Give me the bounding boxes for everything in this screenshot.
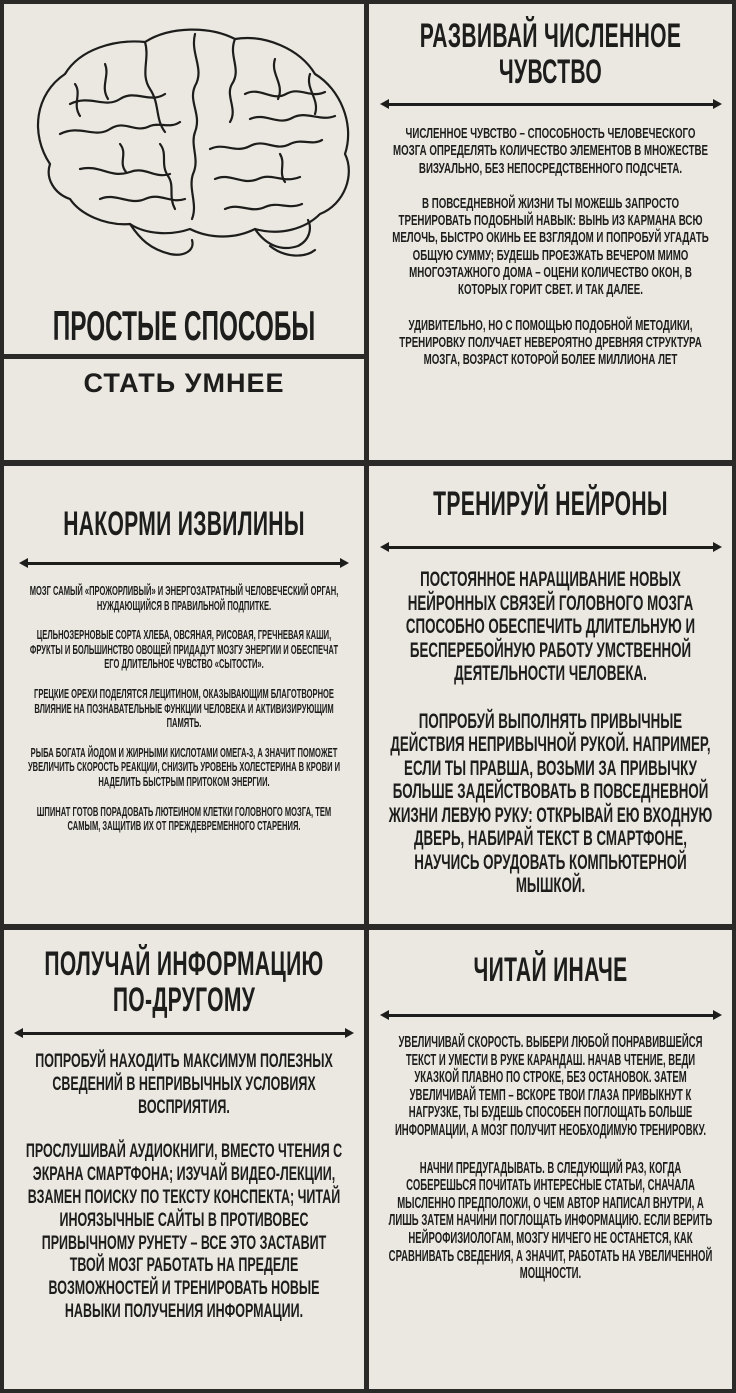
double-arrow-divider bbox=[380, 99, 722, 109]
section-title: ПОЛУЧАЙ ИНФОРМАЦИЮ ПО-ДРУГОМУ bbox=[44, 945, 324, 1019]
double-arrow-divider bbox=[380, 1010, 722, 1020]
section-information bbox=[4, 930, 364, 1389]
section-title: ЧИТАЙ ИНАЧЕ bbox=[473, 951, 628, 989]
double-arrow-divider bbox=[19, 558, 349, 568]
double-arrow-divider bbox=[380, 542, 722, 552]
section-body: МОЗГ САМЫЙ «ПРОЖОРЛИВЫЙ» И ЭНЕРГОЗАТРАТНЫЙ ЧЕЛОВЕЧЕСКИЙ ОРГАН, НУЖДАЮЩИЙСЯ В ПРАВИЛЬНОЙ ПОДПИТКЕ. ЦЕЛЬНОЗЕРНОВЫЕ СОРТА ХЛЕБА, ОВСЯНАЯ, РИСОВАЯ, ГРЕЧНЕВАЯ КАШИ, ФРУКТЫ И БОЛЬШИНСТВО ОВОЩЕЙ ПРИДАДУТ МОЗГУ ЭНЕРГИИ И ОБЕСПЕЧАТ ЕГО ДЛИТЕЛЬНОЕ ЧУВСТВО «СЫТОСТИ». ГРЕЦКИЕ ОРЕХИ ПОДЕЛЯТСЯ ЛЕЦИТИНОМ, ОКАЗЫВАЮЩИМ БЛАГОТВОРНОЕ ВЛИЯНИЕ НА ПОЗНАВАТЕЛЬНЫЕ ФУНКЦИИ ЧЕЛОВЕКА И АКТИВИЗИРУЮЩИМ ПАМЯТЬ. РЫБА БОГАТА ЙОДОМ И ЖИРНЫМИ КИСЛОТАМИ ОМЕГА-3, А ЗНАЧИТ ПОМОЖЕТ УВЕЛИЧИТЬ СКОРОСТЬ РЕАКЦИИ, СНИЗИТЬ УРОВЕНЬ ХОЛЕСТЕРИНА В КРОВИ И НАДЕЛИТЬ БЫСТРЫМ ПРИТОКОМ ЭНЕРГИИ. ШПИНАТ ГОТОВ ПОРАДОВАТЬ ЛЮТЕИНОМ КЛЕТКИ ГОЛОВНОГО МОЗГА, ТЕМ САМЫМ, ЗАЩИТИВ ИХ ОТ ПРЕЖДЕВРЕМЕННОГО СТАРЕНИЯ. bbox=[27, 584, 341, 834]
section-numeric-sense bbox=[369, 4, 732, 460]
intro-subtitle: СТАТЬ УМНЕЕ bbox=[83, 368, 285, 398]
section-title: ТРЕНИРУЙ НЕЙРОНЫ bbox=[433, 485, 668, 523]
intro-divider bbox=[4, 354, 364, 359]
brain-illustration bbox=[10, 14, 358, 264]
section-title: НАКОРМИ ИЗВИЛИНЫ bbox=[63, 505, 305, 543]
section-body: ПОСТОЯННОЕ НАРАЩИВАНИЕ НОВЫХ НЕЙРОННЫХ СВЯЗЕЙ ГОЛОВНОГО МОЗГА СПОСОБНО ОБЕСПЕЧИТЬ ДЛИТЕЛЬНУЮ И БЕСПЕРЕБОЙНУЮ РАБОТУ УМСТВЕННОЙ ДЕЯТЕЛЬНОСТИ ЧЕЛОВЕКА. ПОПРОБУЙ ВЫПОЛНЯТЬ ПРИВЫЧНЫЕ ДЕЙСТВИЯ НЕПРИВЫЧНОЙ РУКОЙ. НАПРИМЕР, ЕСЛИ ТЫ ПРАВША, ВОЗЬМИ ЗА ПРИВЫЧКУ БОЛЬШЕ ЗАДЕЙСТВОВАТЬ В ПОВСЕДНЕВНОЙ ЖИЗНИ ЛЕВУЮ РУКУ: ОТКРЫВАЙ ЕЮ ВХОДНУЮ ДВЕРЬ, НАБИРАЙ ТЕКСТ В СМАРТФОНЕ, НАУЧИСЬ ОРУДОВАТЬ КОМПЬЮТЕРНОЙ МЫШКОЙ. bbox=[388, 567, 713, 897]
section-read-differently bbox=[369, 930, 732, 1389]
intro-panel bbox=[4, 4, 364, 460]
section-train-neurons bbox=[369, 466, 732, 924]
double-arrow-divider bbox=[14, 1028, 354, 1038]
section-feed-brain bbox=[4, 466, 364, 924]
section-body: УВЕЛИЧИВАЙ СКОРОСТЬ. ВЫБЕРИ ЛЮБОЙ ПОНРАВИВШЕЙСЯ ТЕКСТ И УМЕСТИ В РУКЕ КАРАНДАШ. НАЧАВ ЧТЕНИЕ, ВЕДИ УКАЗКОЙ ПЛАВНО ПО СТРОКЕ, БЕЗ ОСТАНОВОК. ЗАТЕМ УВЕЛИЧИВАЙ ТЕМП – ВСКОРЕ ТВОИ ГЛАЗА ПРИВЫКНУТ К НАГРУЗКЕ, ТЫ БУДЕШЬ СПОСОБЕН ПОГЛОЩАТЬ БОЛЬШЕ ИНФОРМАЦИИ, А МОЗГ ПОЛУЧИТ НЕОБХОДИМУЮ ТРЕНИРОВКУ. НАЧНИ ПРЕДУГАДЫВАТЬ. В СЛЕДУЮЩИЙ РАЗ, КОГДА СОБЕРЕШЬСЯ ПОЧИТАТЬ ИНТЕРЕСНЫЕ СТАТЬИ, СНАЧАЛА МЫСЛЕННО ПРЕДПОЛОЖИ, О ЧЕМ АВТОР НАПИСАЛ ВНУТРИ, А ЛИШЬ ЗАТЕМ НАЧИНИ ПОГЛОЩАТЬ ИНФОРМАЦИЮ. ЕСЛИ ВЕРИТЬ НЕЙРОФИЗИОЛОГАМ, МОЗГУ НИЧЕГО НЕ ОСТАНЕТСЯ, КАК СРАВНИВАТЬ СВЕДЕНИЯ, А ЗНАЧИТ, РАБОТАТЬ НА УВЕЛИЧЕННОЙ МОЩНОСТИ. bbox=[388, 1034, 713, 1283]
section-body: ЧИСЛЕННОЕ ЧУВСТВО – СПОСОБНОСТЬ ЧЕЛОВЕЧЕСКОГО МОЗГА ОПРЕДЕЛЯТЬ КОЛИЧЕСТВО ЭЛЕМЕНТОВ В МНОЖЕСТВЕ ВИЗУАЛЬНО, БЕЗ НЕПОСРЕДСТВЕННОГО ПОДСЧЕТА. В ПОВСЕДНЕВНОЙ ЖИЗНИ ТЫ МОЖЕШЬ ЗАПРОСТО ТРЕНИРОВАТЬ ПОДОБНЫЙ НАВЫК: ВЫНЬ ИЗ КАРМАНА ВСЮ МЕЛОЧЬ, БЫСТРО ОКИНЬ ЕЕ ВЗГЛЯДОМ И ПОПРОБУЙ УГАДАТЬ ОБЩУЮ СУММУ; БУДЕШЬ ПРОЕЗЖАТЬ ВЕЧЕРОМ МИМО МНОГОЭТАЖНОГО ДОМА – ОЦЕНИ КОЛИЧЕСТВО ОКОН, В КОТОРЫХ ГОРИТ СВЕТ. И ТАК ДАЛЕЕ. УДИВИТЕЛЬНО, НО С ПОМОЩЬЮ ПОДОБНОЙ МЕТОДИКИ, ТРЕНИРОВКУ ПОЛУЧАЕТ НЕВЕРОЯТНО ДРЕВНЯЯ СТРУКТУРА МОЗГА, ВОЗРАСТ КОТОРОЙ БОЛЕЕ МИЛЛИОНА ЛЕТ bbox=[392, 125, 709, 369]
section-title: РАЗВИВАЙ ЧИСЛЕННОЕ ЧУВСТВО bbox=[419, 17, 682, 91]
intro-title: ПРОСТЫЕ СПОСОБЫ bbox=[52, 302, 316, 349]
section-body: ПОПРОБУЙ НАХОДИТЬ МАКСИМУМ ПОЛЕЗНЫХ СВЕДЕНИЙ В НЕПРИВЫЧНЫХ УСЛОВИЯХ ВОСПРИЯТИЯ. ПРОСЛУШИВАЙ АУДИОКНИГИ, ВМЕСТО ЧТЕНИЯ С ЭКРАНА СМАРТФОНА; ИЗУЧАЙ ВИДЕО-ЛЕКЦИИ, ВЗАМЕН ПОИСКУ ПО ТЕКСТУ КОНСПЕКТА; ЧИТАЙ ИНОЯЗЫЧНЫЕ САЙТЫ В ПРОТИВОВЕС ПРИВЫЧНОМУ РУНЕТУ – ВСЕ ЭТО ЗАСТАВИТ ТВОЙ МОЗГ РАБОТАТЬ НА ПРЕДЕЛЕ ВОЗМОЖНОСТЕЙ И ТРЕНИРОВАТЬ НОВЫЕ НАВЫКИ ПОЛУЧЕНИЯ ИНФОРМАЦИИ. bbox=[25, 1050, 343, 1322]
